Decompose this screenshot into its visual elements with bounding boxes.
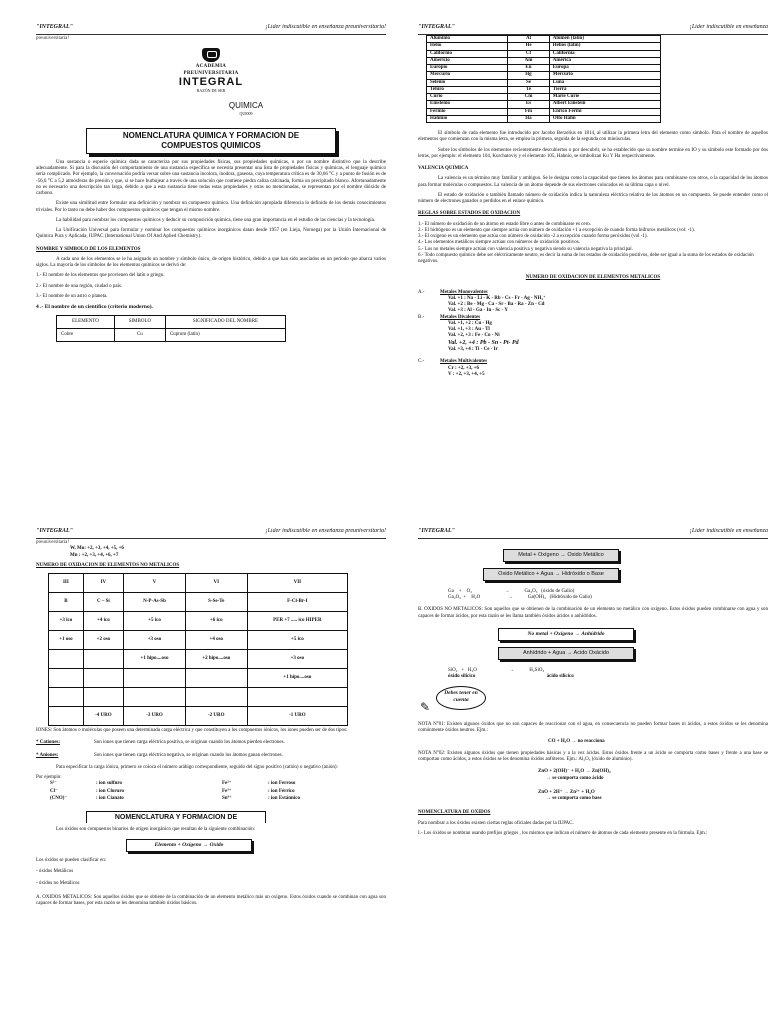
list-item: 1.- El nombre de los elementos que provienen del latín o griego. [36,273,165,279]
paragraph: La habilidad para nombrar los compuestos químicos y deducir su composición química, tiene una gran importancia en el estudio de las ciencias y la tecnología. [56,217,376,223]
ion-cell: Fe²⁺ [222,781,232,787]
course-code: QUI009 [239,110,253,116]
page-header [418,24,768,35]
table-cell: Selenio [427,79,508,86]
table-header: V [124,574,186,593]
header-left: "INTEGRAL" [36,528,73,534]
page-header [36,528,386,539]
table-row [427,94,661,101]
group-heading: Metales Multivalentes [440,359,488,365]
table-cell: Einstenio [427,101,508,108]
equation-box: Oxido Metálico + Agua → Hidróxido o Base [483,568,619,581]
cation-label: * Cationes: [36,740,61,746]
section-heading: NOMBRE Y SIMBOLO DE LOS ELEMENTOS [36,246,141,252]
table-cell: California [549,50,660,57]
list-item: 6.- Todo compuesto químico debe ser eléctricamente neutro, es decir la suma de los estados de oxidación positivos, debe ser igual a la suma de los estados de oxidación negativos. [418,252,754,264]
table-cell: -2 URO [185,707,247,726]
page-header [36,24,386,35]
table-cell: Fm [508,108,549,115]
table-header: IV [83,574,123,593]
ion-cell: : ion Férrico [268,788,295,794]
table-cell: PER +7 ..... ico HIPER [247,612,347,631]
header-right: ¡Líder indiscutible en enseñanza preuniversitaria! [265,528,386,534]
table-row [49,688,348,707]
page-2 [418,24,768,514]
logo-line-2: INTEGRAL [178,75,244,88]
list-item-4: 4 .- El nombre de un científico (criterio moderno). [36,304,153,310]
table-cell: Es [508,101,549,108]
reaction-line: SiO₂ + H₂O → H₂SiO₃ [448,667,545,673]
table-cell: F-Cl-Br-I [247,593,347,612]
header-right: ¡Líder indiscutible en enseñanza [689,24,768,30]
table-row [50,781,354,788]
valence-line: Mn : +2, +3, +4, +6, +7 [70,552,119,558]
table-row [49,631,348,650]
table-cell: Mercurio [549,72,660,79]
origin-list [36,273,386,300]
table-row [49,650,348,669]
table-cell [185,688,247,707]
table-header: ELEMENTO [57,315,115,328]
header-left: "INTEGRAL" [418,528,455,534]
paragraph: Para especificar la carga iónica, primero se coloca el número arábigo correspondiente, seguido del signo positivo (catión) o negativo (anión): [56,764,338,770]
table-row [427,115,661,122]
table-cell: +6 ico [185,612,247,631]
ion-cell: : ion Cloruro [96,788,124,794]
valence-line: Val. +1, +3 : Au - Tl [448,327,490,332]
table-cell: +3 ico [49,612,84,631]
section-heading: NUMERO DE OXIDACION DE ELEMENTOS METALICOS [525,275,661,281]
header-sub: preuniversitaria! [36,540,70,545]
reaction-line: ZnO + 2(OH)⁻ + H₂O → Zn(OH)₄ [538,769,611,775]
table-cell: Al [508,36,549,43]
paragraph: I.- Los óxidos se nombran usando prefijos griegos , los mismos que indican el número de átomos de cada elemento presente en la fórmula. Ejm.: [418,830,708,836]
paragraph: Los óxidos se pueden clasificar en: [36,858,107,864]
table-cell [49,650,84,669]
section-title-box: NOMENCLATURA Y FORMACION DE [86,811,266,823]
table-cell [83,669,123,688]
ion-cell: Sn⁴⁺ [222,795,232,801]
table-cell: -3 URO [124,707,186,726]
paragraph: Sobre los símbolos de los elementos recientemente descubiertos o por descubrir, se ha establecido que su nombre termine en IO y su símbolo este formado por dos letras, por ejemplo: el elemento 104, Kurchatoviy y el elemento 105, Hahnio, se simbolizan Ku Y Ha respectivamente. [418,147,768,159]
table-cell: +5 ico [124,612,186,631]
callout-text: Debes tener en cuenta [436,686,486,710]
table-cell [247,688,347,707]
table-cell: Cobre [57,329,115,342]
table-cell: Hahmio [427,115,508,122]
table-cell: Fermio [427,108,508,115]
ion-examples [50,781,354,803]
table-cell: Albert Einstein [549,101,660,108]
table-cell: Eu [508,65,549,72]
header-sub: preuniversitaria! [36,36,70,41]
table-row [50,789,354,796]
table-cell: +2 oso [83,631,123,650]
chapter-title-line2: COMPUESTOS QUIMICOS [161,140,261,150]
ion-cell: S²⁻ [50,781,57,787]
example-label: Por ejemplo: [36,775,62,780]
table-cell: Alumen (latín) [549,36,660,43]
table-cell: Se [508,79,549,86]
metal-group-c [418,359,768,378]
table-cell: Americio [427,57,508,64]
table-cell: Cm [508,94,549,101]
reaction-line: CO + H₂O → no reacciona [548,738,605,744]
paragraph: Los óxidos son compuestos binarios de origen inorgánico que resultan de la siguiente combinación: [56,827,256,832]
valence-line: Val. +3 : Al - Ga - In - Sc - Y [448,308,508,314]
group-heading: Metales Divalentes [440,314,481,320]
table-cell: Hg [508,72,549,79]
table-cell: Cf [508,50,549,57]
course-title: QUIMICA [228,100,264,110]
paragraph: La valencia es un término muy familiar y ambiguo. Se le designa como la capacidad que tienen los átomos para combinarse con otros, o la capacidad de los átomos para formar moléculas o compuestos. La valencia de un átomo depende de sus electrones colocados en su última capa o nivel. [418,176,768,188]
table-cell: América [549,57,660,64]
element-table [426,35,661,123]
valence-line: W, Mo: +2, +3, +4, +5, +6 [70,546,124,552]
table-row [427,50,661,57]
group-heading: Metales Monovalentes [440,289,488,295]
academy-logo [171,48,251,93]
group-tag: B.- [418,314,425,320]
table-row [427,36,661,43]
equation-box: Anhídrido + Agua → Acido Oxácido [498,647,634,660]
table-cell: C – Si [83,593,123,612]
list-item: - óxidos no Metálicos [36,880,80,886]
list-item: 2.- El nombre de una región, ciudad o país. [36,283,123,289]
table-cell: Otto Hahn [549,115,660,122]
chapter-title-line1: NOMENCLATURA QUIMICA Y FORMACION DE [122,130,300,140]
list-item: 5.- Los no metales siempre actúan con valencia positiva y negativa siendo su valencia negativa la principal. [418,246,633,252]
header-left: "INTEGRAL" [36,24,73,30]
metal-group-a [418,290,768,315]
equation-box: Metal + Oxígeno → Oxido Metálico [503,549,619,562]
table-cell: Marie Curie [549,94,660,101]
reaction-note: → se comporta como base [546,796,602,801]
table-cell: +1 hipo....oso [247,669,347,688]
page-4 [418,528,768,1018]
table-row [427,79,661,86]
table-cell: Tierra [549,86,660,93]
reaction-note: → se comporta como ácido [546,775,604,781]
person-icon: ✎ [420,700,431,714]
header-right: ¡Líder indiscutible en enseñanza preuniversitaria! [265,24,386,30]
table-row [427,101,661,108]
paragraph: Existe una similitud entre formular una definición y nombrar un compuesto químico. Una definición apropiada diferencia lo definido de los demás conocimientos triviales. Por lo tanto no debe haber dos compuestos químicos que tengan el mismo nombre. [36,201,386,213]
table-cell: Am [508,57,549,64]
note-1: NOTA N°01: Existen algunos óxidos que no son capaces de reaccionar con el agua, en consecuencia no pueden formar bases ni ácidos, a estos óxidos se les denomina comúnmente óxidos neutros. Ejm.: [418,722,768,734]
table-cell: He [508,43,549,50]
table-row [427,108,661,115]
list-item: - óxidos Metálicos [36,869,74,875]
table-cell: Aluminio [427,36,508,43]
valence-line: Val. +2, +4 : Pb - Sn - Pt- Pd [448,339,519,346]
metal-group-b [418,315,768,354]
chapter-title [86,128,336,154]
rules-list [418,222,768,266]
section-heading: REGLAS SOBRE ESTADOS DE OXIDACION [418,211,521,217]
table-cell: Luna [549,79,660,86]
anion-label: * Aniones: [36,752,59,758]
paragraph: Una sustancia o especie química dada se caracteriza por sus propiedades físicas, sus propiedades químicas, o por un nombre distintivo que la describe adecuadamente. Si para la discusión del comportamiento de una sustancia específica se necesita presentar una lista de propiedades físicas y químicas, el lenguaje químico sería complicado. Por ejemplo, la conversación podría versar sobre una sustancia incolora, inodora, gaseosa, cuya temperatura crítica es de 30,66 °C y a punto de fusión es de -56,6 °C a 5,2 atmósferas de presión y que, si se hace burbujear a través de una solución que contiene piedra caliza calcinada, forma un precipitado blanco. Afortunadamente no es necesario una descripción tan larga, debido a que a esta sustancia tiene todas estas propiedades y otras no mencionadas, se representan por el nombre dióxido de carbono. [36,159,386,196]
table-cell: Curio [427,94,508,101]
table-cell: -1 URO [247,707,347,726]
ion-cell: : ion sulfuro [96,781,123,787]
table-cell: Europio [427,65,508,72]
paragraph: El símbolo de cada elemento fue introducido por Jacobo Berzelius en 1814, al utilizar la primera letra del elemento como símbolo. Para el nombre de aquellos elementos que comienzan con la misma letra, se emplea la primera, seguida de la segunda con minúsculas. [418,131,768,143]
table-cell: +2 hipo....oso [185,650,247,669]
table-row [49,612,348,631]
oxide-equation-box: Elemento + Oxígeno → Oxido [126,839,252,852]
valence-line: Val. +3, +4 : Ti - Ce - Ir [448,347,498,352]
cation-text: Son iones que tienen carga eléctrica positiva, se originan cuando los átomos pierden electrones. [94,740,285,746]
ion-cell: Fe³⁺ [222,788,232,794]
element-name-table [56,315,286,343]
table-row [427,57,661,64]
table-header-row [49,574,348,593]
reaction-line: ZnO + 2H⁺ → Zn²⁺ + H₂O [538,789,595,795]
valence-line: V : +2, +3, +4, +5 [448,371,485,377]
table-cell: Enrico Fermi [549,108,660,115]
ion-cell: : ion Cianato [96,795,124,801]
nonmetal-oxidation-table [48,573,348,726]
paragraph: El estado de oxidación o también llamado número de oxidación indica la naturaleza eléctrica relativa de los átomos en un compuesto. Se puede entender como el número de electrones ganados o perdidos en el enlace químico. [418,192,768,204]
reaction-line: Ga₂O₃ + H₂O → Ga(OH)₃ (Hidróxido de Galio) [448,595,592,600]
table-cell: Teluro [427,86,508,93]
table-cell: +5 ico [247,631,347,650]
table-header: VI [185,574,247,593]
table-row [427,86,661,93]
table-cell: B [49,593,84,612]
paragraph: A. OXIDOS METALICOS: Son aquellos óxidos que se obtiene de la combinación de un elemento metálico más un oxígeno. Estos óxidos cuando se combinan con agua son capaces de formar bases, por esta razón se les denomina también óxidos básicos. [36,894,386,907]
table-cell [49,688,84,707]
anion-text: Son iones que tienen carga eléctrica negativa, se originan cuando los átomos ganan electrones. [94,752,283,758]
section-heading: NOMENCLATURA DE OXIDOS [418,810,491,816]
table-header: VII [247,574,347,593]
ion-cell: : ion Ferroso [268,781,296,787]
table-cell: Mercurio [427,72,508,79]
valence-line: Val. +1 : Na - Li - K - Rb - Cs - Fr - Ag - NH₄⁺ [448,295,546,301]
valence-line: Cr : +2, +3, +6 [448,365,479,371]
table-cell [83,650,123,669]
table-cell: +3 oso [124,631,186,650]
table-cell: Cuprum (latín) [165,329,285,342]
table-cell: +3 oso [247,650,347,669]
table-cell [83,688,123,707]
table-cell: -4 URO [83,707,123,726]
ion-cell: : ion Estánnico [268,795,300,801]
table-cell: Californio [427,50,508,57]
table-header: SIMBOLO [114,315,165,328]
group-tag: A.- [418,289,425,295]
table-cell [49,707,84,726]
reaction-line: óxido silícico ácido silícico [448,673,574,679]
logo-line-1: ACADEMIA PREUNIVERSITARIA [183,64,239,76]
table-cell: Helios (latín) [549,43,660,50]
ion-cell: (CNO)⁻ [50,795,68,801]
page-3 [36,528,386,1018]
valence-line: Val. +1, +2 : Cu - Hg [448,320,492,326]
table-cell: Europa [549,65,660,72]
table-cell: Helio [427,43,508,50]
paragraph: La Unificación Universal para formular y nominar los compuestos químicos inorgánicos datan desde 1957 (en Lieja, Noruega) por la Unión Internacional de Química Pura y Aplicada, IUPAC (International Union Of And Aplied Chemistry). [36,228,386,240]
logo-mark-icon [202,48,220,62]
table-row [427,65,661,72]
table-header: III [49,574,84,593]
list-item: 4.- Los elementos metálicos siempre actúan con números de oxidación positivos. [418,240,580,246]
valence-line: Val. +2 : Be - Mg - Ca - Sr - Ba - Ra - Zn - Cd [448,302,545,307]
table-cell [49,669,84,688]
table-cell: Ha [508,115,549,122]
paragraph: A cada uno de los elementos se le ha asignado un nombre y símbolo único, de origen histórico, debido a que han sido asociados en un periodo que abarca varios siglos. La mayoría de los símbolos de los elementos químicos se derivó de: [36,256,386,268]
table-cell: Te [508,86,549,93]
note-2: NOTA N°02: Existen algunos óxidos que tienen propiedades básicas y a la vez ácidas. Estos óxidos frente a un ácido se comporta como bases y frente a una base se comportan como ácidos, a estos óxidos se les denomina óxidos anfóteros. Ejm.: Al₂O₃ (óxido de aluminio). [418,750,768,762]
header-left: "INTEGRAL" [418,24,455,30]
page-1 [36,24,386,514]
table-cell: +4 ico [83,612,123,631]
list-item: 1.- El número de oxidación de un átomo en estado libre o antes de combinarse es cero. [418,221,591,227]
table-row [427,72,661,79]
paragraph: IONES: Son átomos o moléculas que poseen una determinada carga eléctrica y que constituyen a los compuestos iónicos, los iones pueden ser de dos tipos: [36,728,348,733]
section-heading: VALENCIA QUIMICA [418,166,469,171]
table-row [50,796,354,803]
paragraph: Para nombrar a los óxidos existen ciertas reglas oficiales dadas por la IUPAC. [418,820,574,826]
table-cell: N-P-As-Sb [124,593,186,612]
table-row [427,43,661,50]
table-row [57,329,286,342]
list-item: 3.- El oxígeno es un elemento que actúa con número de oxidación -2 a excepción cuando forma peróxidos (vol -1). [418,234,648,239]
header-right: ¡Líder indiscutible en enseñanza [689,528,768,534]
reaction-line: Ga + O₂ → Ga₂O₃ (óxido de Galio) [448,588,575,594]
table-header: SIGNIFICADO DEL NOMBRE [165,315,285,328]
table-cell: +1 hipo....oso [124,650,186,669]
table-cell: S-Se-Te [185,593,247,612]
group-tag: C.- [418,359,425,365]
ion-cell: Cl⁻ [50,788,58,794]
section-heading: NUMERO DE OXIDACION DE ELEMENTOS NO METALICOS [36,562,180,568]
table-cell [124,669,186,688]
equation-box: No metal + Oxígeno → Anhídrido [498,628,634,641]
table-row [49,593,348,612]
table-cell: +4 oso [185,631,247,650]
table-cell: +1 oso [49,631,84,650]
list-item: 2.- El hidrógeno es un elemento que siempre actúa con número de oxidación +1 a excepción de cuando forma hidruros metálicos (vol: -1). [418,227,695,233]
page-header [418,528,768,539]
list-item: 3.- El nombre de un astro o planeta. [36,293,108,299]
valence-line: Val. +2, +3 : Fe - Co - Ni [448,333,500,339]
table-row [49,669,348,688]
table-cell [124,688,186,707]
paragraph: B. OXIDOS NO METALICOS: Son aquellos que se obtienen de la combinación de un elemento no metálico con oxígeno. Estos óxidos pueden combinarse con agua y son capaces de formar ácidos, por esta razón se les llama también óxidos ácidos o anhídridos. [418,607,768,619]
table-row [49,707,348,726]
logo-line-3: RAZÓN DE SER [196,87,226,93]
table-cell [185,669,247,688]
reminder-callout [418,686,488,718]
table-cell: Cu [114,329,165,342]
